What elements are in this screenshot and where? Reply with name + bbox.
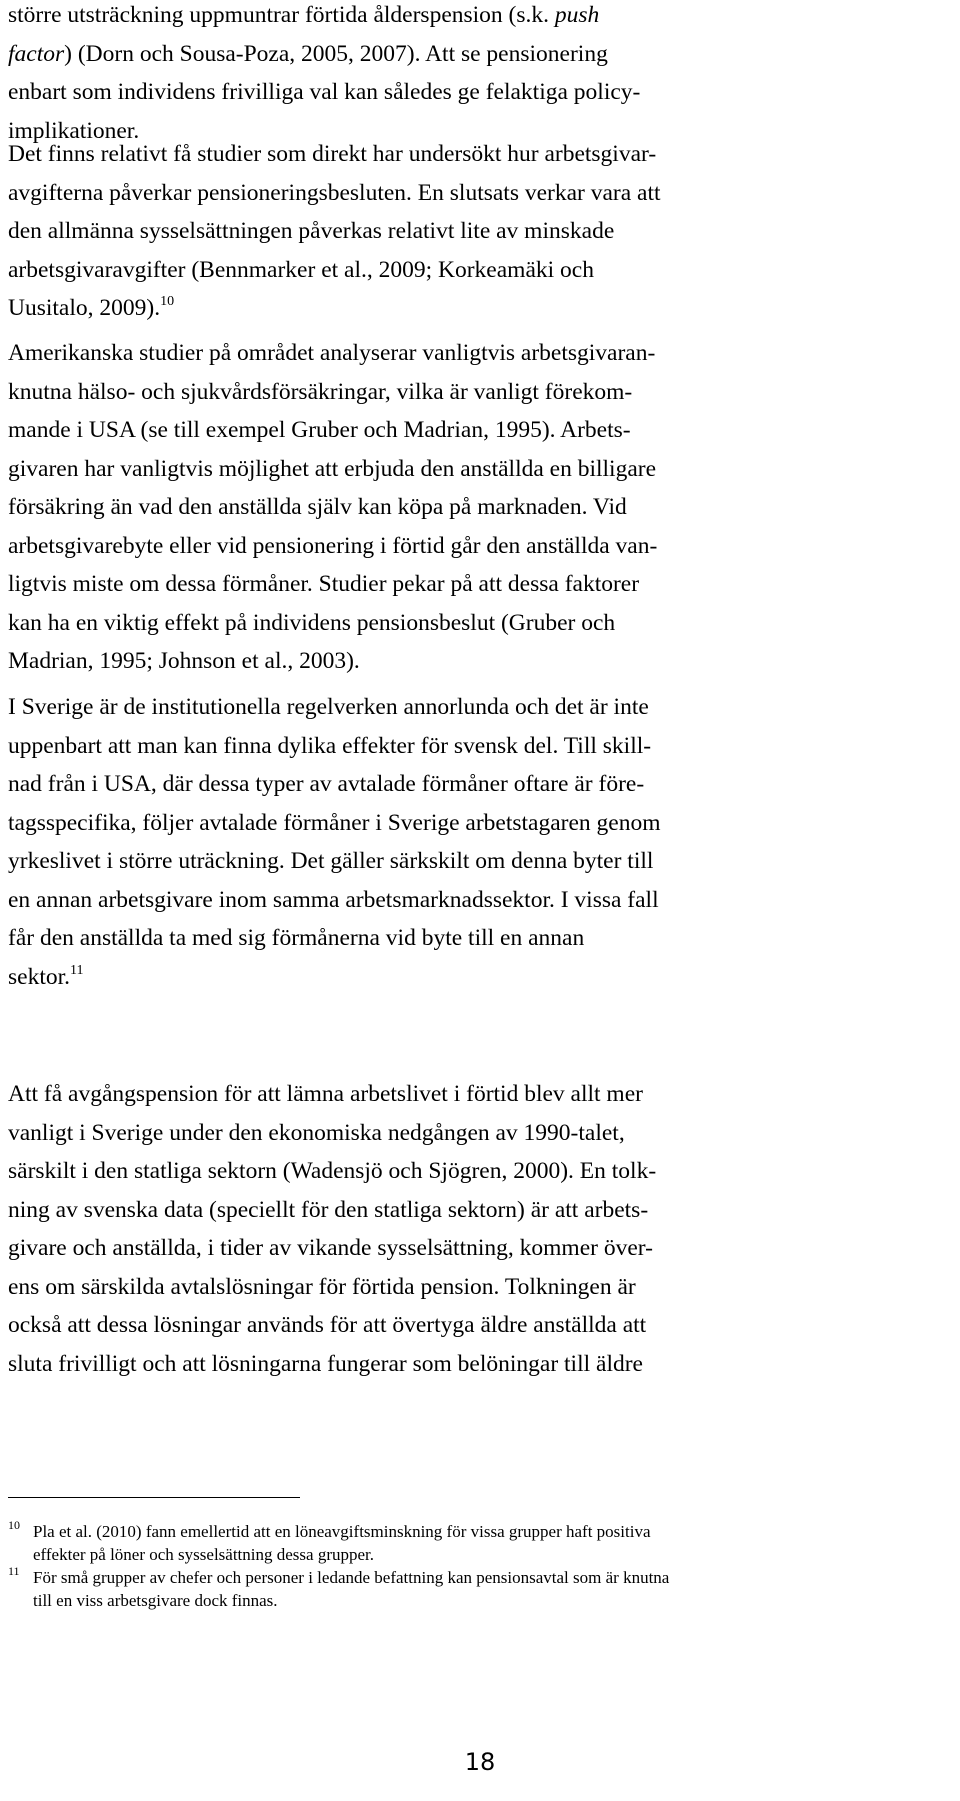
text-line: Det finns relativt få studier som direkt har undersökt hur arbetsgivar- <box>8 141 657 167</box>
footnote-line: effekter på löner och sysselsättning dessa grupper. <box>33 1545 375 1564</box>
paragraph-3 <box>8 334 657 681</box>
text-line: enbart som individens frivilliga val kan således ge felaktiga policy- <box>8 79 641 105</box>
footnote-reference[interactable]: 10 <box>160 294 175 309</box>
text-line: knutna hälso- och sjukvårdsförsäkringar, vilka är vanligt förekom- <box>8 378 633 405</box>
text-line: mande i USA (se till exempel Gruber och Madrian, 1995). Arbets- <box>8 417 631 443</box>
footnote-line: Pla et al. (2010) fann emellertid att en löneavgiftsminskning för vissa grupper haft positiva <box>33 1522 651 1541</box>
footnote-line: För små grupper av chefer och personer i ledande befattning kan pensionsavtal som är knutna <box>33 1568 670 1587</box>
text-line: ligtvis miste om dessa förmåner. Studier pekar på att dessa faktorer <box>8 571 640 597</box>
paragraph-2 <box>8 135 661 328</box>
text-line: arbetsgivarebyte eller vid pensionering i förtid går den anställda van- <box>8 532 658 559</box>
italic-term-part2: factor <box>8 40 65 67</box>
text-line: nad från i USA, där dessa typer av avtalade förmåner oftare är före- <box>8 771 645 797</box>
footnote-number: 11 <box>8 1564 20 1578</box>
footnote-number: 10 <box>8 1518 20 1532</box>
text-line: den allmänna sysselsättningen påverkas relativt lite av minskade <box>8 218 615 244</box>
footnote-divider <box>8 1497 300 1498</box>
text-line: vanligt i Sverige under den ekonomiska nedgången av 1990-talet, <box>8 1119 625 1146</box>
text-line: factor) (Dorn och Sousa-Poza, 2005, 2007). Att se pensionering <box>8 40 608 67</box>
text-line: ens om särskilda avtalslösningar för förtida pension. Tolkningen är <box>8 1273 636 1300</box>
paragraph-4 <box>8 688 661 996</box>
footnote-10 <box>8 1520 948 1566</box>
italic-term-part1: push <box>554 2 600 28</box>
text-line: givaren har vanligtvis möjlighet att erbjuda den anställda en billigare <box>8 455 657 482</box>
text-line: givare och anställda, i tider av vikande sysselsättning, kommer över- <box>8 1235 653 1261</box>
text-line: får den anställda ta med sig förmånerna vid byte till en annan <box>8 925 585 951</box>
text-line: tagsspecifika, följer avtalade förmåner i Sverige arbetstagaren genom <box>8 809 661 836</box>
text-line: sektor.$^{11}$ <box>8 962 84 990</box>
text-line: I Sverige är de institutionella regelverken annorlunda och det är inte <box>8 694 649 720</box>
text-line: arbetsgivaravgifter (Bennmarker et al., 2009; Korkeamäki och <box>8 256 594 283</box>
footnote-11 <box>8 1566 948 1612</box>
text-line: avgifterna påverkar pensioneringsbesluten. En slutsats verkar vara att <box>8 179 661 206</box>
text-line: försäkring än vad den anställda själv kan köpa på marknaden. Vid <box>8 494 627 520</box>
text-line: Uusitalo, 2009).$^{10}$ <box>8 294 175 321</box>
text-line: också att dessa lösningar används för att övertyga äldre anställda att <box>8 1312 647 1338</box>
text-line: sluta frivilligt och att lösningarna fungerar som belöningar till äldre <box>8 1350 643 1377</box>
text-line: uppenbart att man kan finna dylika effekter för svensk del. Till skill- <box>8 732 652 759</box>
text-line: särskilt i den statliga sektorn (Wadensjö och Sjögren, 2000). En tolk- <box>8 1158 657 1184</box>
text-line: en annan arbetsgivare inom samma arbetsmarknadssektor. I vissa fall <box>8 886 659 913</box>
text-line: Madrian, 1995; Johnson et al., 2003). <box>8 648 360 674</box>
text-line: Att få avgångspension för att lämna arbetslivet i förtid blev allt mer <box>8 1081 643 1107</box>
paragraph-5 <box>8 1075 656 1383</box>
text-line: Amerikanska studier på området analyserar vanligtvis arbetsgivaran- <box>8 340 656 366</box>
text-line: implikationer. <box>8 117 140 144</box>
paragraph-1 <box>8 0 640 150</box>
page-number: 18 <box>464 1748 496 1776</box>
footnotes <box>8 1520 948 1612</box>
footnote-reference[interactable]: 11 <box>70 962 84 978</box>
text-line: ning av svenska data (speciellt för den statliga sektorn) är att arbets- <box>8 1196 649 1223</box>
footnote-line: till en viss arbetsgivare dock finnas. <box>33 1591 278 1610</box>
text-line: kan ha en viktig effekt på individens pensionsbeslut (Gruber och <box>8 609 616 636</box>
text-line: större utsträckning uppmuntrar förtida ålderspension (s.k. push <box>8 2 600 28</box>
text-line: yrkeslivet i större uträckning. Det gäller särkskilt om denna byter till <box>8 848 654 874</box>
